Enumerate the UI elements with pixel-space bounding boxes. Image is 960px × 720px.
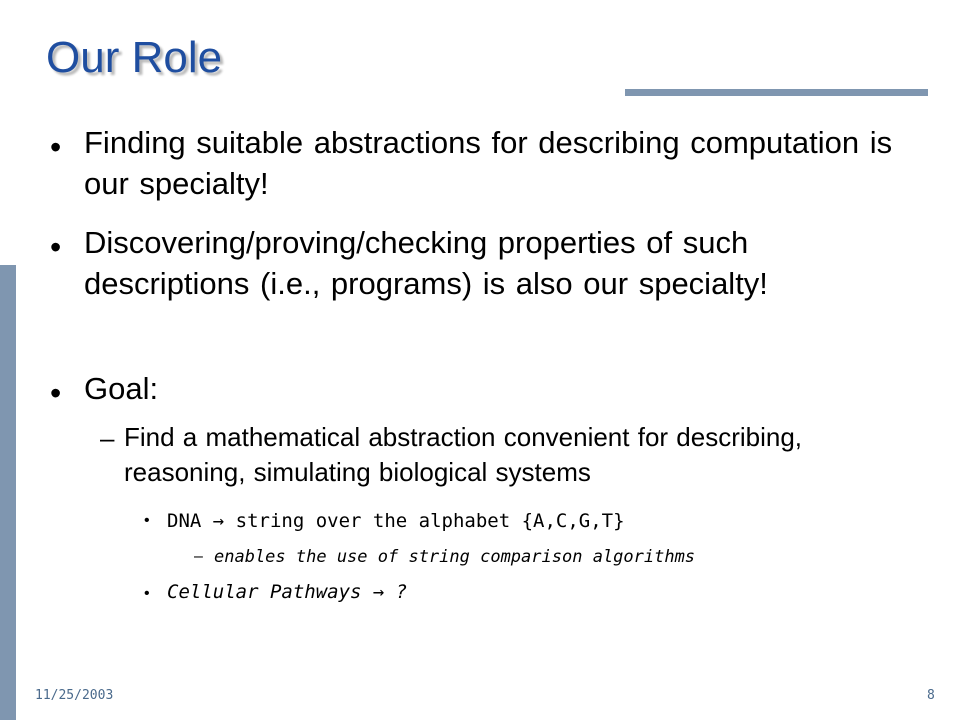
bullet-finding-abstractions: Finding suitable abstractions for describing computation is our specialty!: [84, 125, 893, 201]
footer-page-number: 8: [927, 688, 935, 703]
bullet-discovering-properties: Discovering/proving/checking properties of such descriptions (i.e., programs) is also our specialty!: [84, 225, 768, 301]
cellular-pathways-item: Cellular Pathways → ?: [167, 581, 408, 603]
sub-sub-bullet-marker: •: [144, 512, 150, 529]
sub-sub-bullet-marker: •: [144, 585, 150, 602]
goal-description: Find a mathematical abstraction convenient for describing, reasoning, simulating biological systems: [124, 422, 803, 487]
bullet-marker: •: [50, 375, 62, 411]
string-comparison-note: enables the use of string comparison algorithms: [214, 547, 696, 567]
slide-title: Our Role: [46, 33, 223, 82]
bullet-marker: •: [50, 129, 62, 165]
bullet-marker: •: [50, 229, 62, 265]
sub-sub-sub-dash: –: [194, 548, 203, 565]
bullet-goal: Goal:: [84, 371, 159, 406]
footer-date: 11/25/2003: [35, 688, 114, 703]
sub-bullet-dash: –: [100, 423, 115, 453]
dna-item: DNA → string over the alphabet {A,C,G,T}: [167, 510, 625, 532]
